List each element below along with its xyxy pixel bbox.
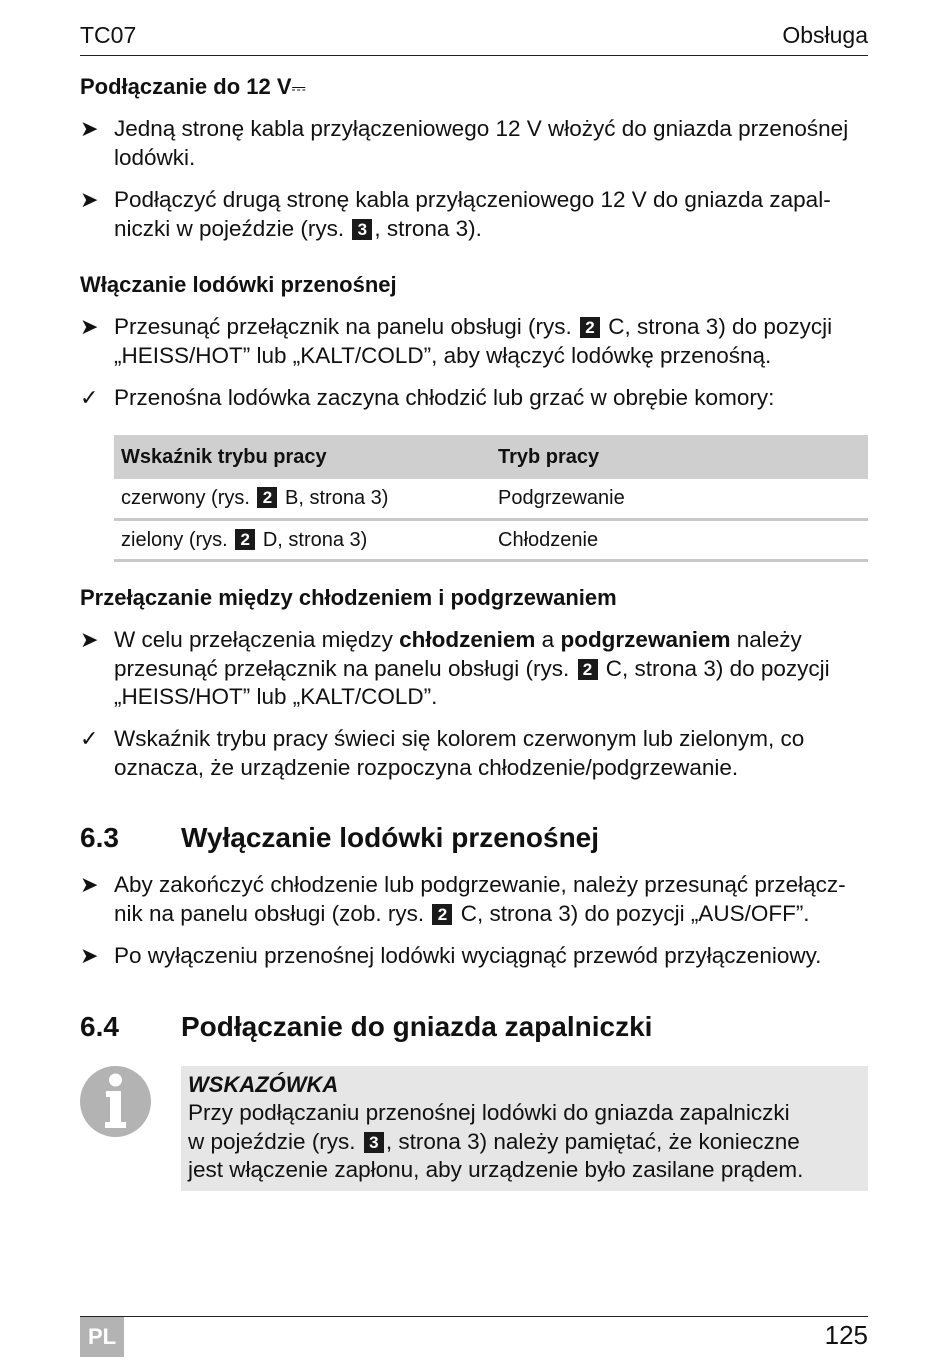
mode-table [114,435,868,562]
step-unplug: Po wyłączeniu przenośnej lodówki wyciągnąć przewód przyłączeniowy. [114,943,822,968]
step-switch-on [114,313,870,370]
arrow-icon: ➤ [80,627,99,652]
step-text: „HEISS/HOT” lub „KALT/COLD”. [114,684,438,709]
step-text: Aby zakończyć chłodzenie lub podgrzewanie, należy przesunąć przełącz- [114,872,846,897]
step-bold-text: chłodzeniem [399,627,536,652]
table-row [114,521,868,562]
subheading-switch-on: Włączanie lodówki przenośnej [80,272,397,297]
figure-ref-badge: 3 [364,1132,384,1153]
table-cell-mode: Podgrzewanie [498,487,625,509]
page-number: 125 [824,1320,868,1350]
arrow-icon: ➤ [80,943,99,968]
table-cell-indicator [121,487,388,510]
step-text: W celu przełączenia między [114,627,393,652]
note-text [188,1099,864,1185]
figure-ref-badge: 2 [257,487,277,508]
figure-ref-badge: 2 [580,317,600,338]
step-text: niczki w pojeździe (rys. [114,215,345,241]
table-cell-mode: Chłodzenie [498,528,599,551]
note-line: Przy podłączaniu przenośnej lodówki do gniazda zapalniczki [188,1100,790,1125]
info-icon [80,1066,151,1137]
table-cell-indicator [121,529,367,552]
figure-ref-badge: 2 [432,904,452,925]
step-switch-off [114,871,870,928]
section-title-6-3: Wyłączanie lodówki przenośnej [181,822,600,853]
table-row [114,479,868,521]
arrow-icon: ➤ [80,314,99,339]
arrow-icon: ➤ [80,187,99,212]
header-section: Obsługa [782,22,868,48]
cell-text: zielony (rys. [121,528,228,551]
step-text: a [541,627,555,652]
step-switch-mode [114,626,870,712]
subheading-12v-text: Podłączanie do 12 V [80,74,292,99]
note-title: WSKAZÓWKA [188,1072,339,1097]
header-rule [80,55,868,56]
table-header-mode: Tryb pracy [498,445,600,468]
table-header-row [114,435,868,479]
step-bold-text: podgrzewaniem [560,627,731,652]
section-number-6-3: 6.3 [80,822,119,853]
step-text: C, strona 3) do pozycji [608,314,833,339]
language-badge: PL [80,1317,124,1357]
checkmark-icon: ✓ [80,726,99,751]
table-header-indicator: Wskaźnik trybu pracy [121,445,327,468]
step-text: należy [736,627,802,652]
figure-ref-badge: 2 [235,529,255,550]
note-line: w pojeździe (rys. [188,1128,356,1154]
figure-ref-badge: 3 [352,219,372,240]
footer-rule [80,1316,868,1317]
header-model: TC07 [80,22,137,48]
subheading-12v [80,74,306,100]
note-box [181,1066,868,1191]
step-text: , strona 3). [374,215,482,241]
arrow-icon: ➤ [80,872,99,897]
step-12v-1: Jedną stronę kabla przyłączeniowego 12 V włożyć do gniazda przenośnej lodówki. [114,116,849,170]
step-text: Przesunąć przełącznik na panelu obsługi (rys. [114,314,572,339]
cell-text: D, strona 3) [262,528,368,551]
section-number-6-4: 6.4 [80,1011,119,1042]
step-text: przesunąć przełącznik na panelu obsługi (rys. [114,655,570,681]
step-text: C, strona 3) do pozycji [605,655,830,681]
arrow-icon: ➤ [80,116,99,141]
dc-symbol-icon: ⎓ [291,78,306,99]
checkmark-icon: ✓ [80,385,99,410]
cell-text: B, strona 3) [285,487,389,509]
subheading-switch-mode: Przełączanie między chłodzeniem i podgrzewaniem [80,585,617,610]
step-text: Podłączyć drugą stronę kabla przyłączeniowego 12 V do gniazda zapal- [114,187,831,212]
step-text: C, strona 3) do pozycji „AUS/OFF”. [460,900,810,926]
step-text: „HEISS/HOT” lub „KALT/COLD”, aby włączyć lodówkę przenośną. [114,342,772,368]
note-line: jest włączenie zapłonu, aby urządzenie było zasilane prądem. [188,1157,804,1182]
cell-text: czerwony (rys. [121,487,250,509]
note-line: , strona 3) należy pamiętać, że konieczne [385,1128,800,1154]
result-switch-on: Przenośna lodówka zaczyna chłodzić lub grzać w obrębie komory: [114,385,775,410]
step-text: nik na panelu obsługi (zob. rys. [114,900,425,926]
step-12v-2 [114,186,870,243]
figure-ref-badge: 2 [578,659,598,680]
section-title-6-4: Podłączanie do gniazda zapalniczki [181,1011,653,1042]
result-switch-mode: Wskaźnik trybu pracy świeci się kolorem czerwonym lub zielonym, co oznacza, że urządzenie rozpoczyna chłodzenie/podgrzewanie. [114,726,805,780]
